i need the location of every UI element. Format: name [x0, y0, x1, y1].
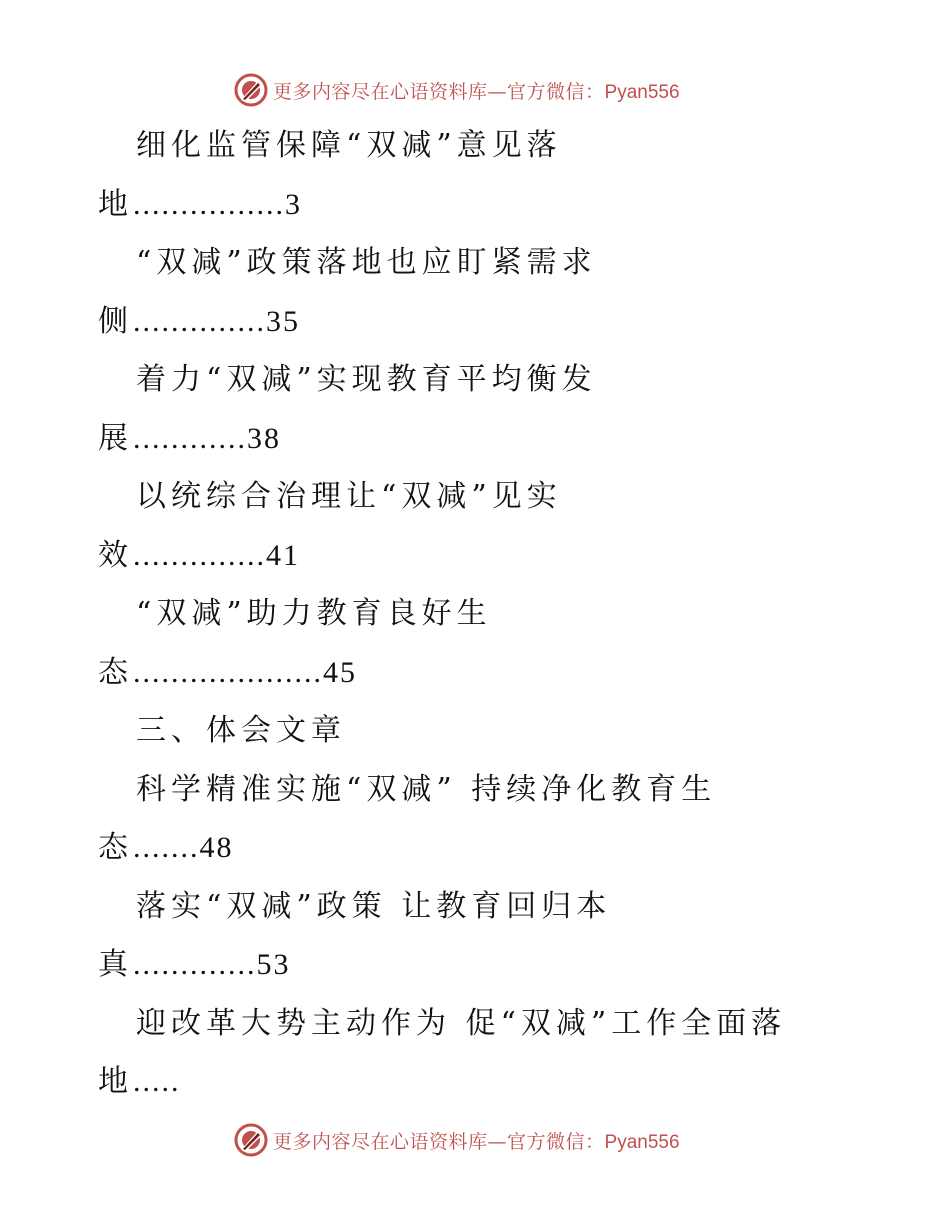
toc-text: 效	[98, 537, 133, 573]
table-of-contents	[98, 117, 918, 1112]
toc-leader-dots: .............	[133, 948, 257, 981]
toc-leader-dots: ..............	[133, 538, 266, 572]
toc-page-number: 38	[247, 421, 281, 455]
footer-banner	[233, 1120, 680, 1160]
footer-text	[273, 1127, 680, 1154]
pen-nib-circle-icon	[233, 1122, 269, 1158]
toc-text: 落实“双减”政策 让教育回归本	[136, 888, 612, 924]
toc-entry-continuation	[98, 527, 918, 586]
toc-entry-title	[98, 468, 918, 527]
toc-page-number: 45	[323, 655, 357, 689]
toc-leader-dots: .......	[133, 831, 200, 864]
toc-leader-dots: ................	[133, 187, 285, 221]
toc-page-number: 35	[266, 304, 300, 338]
toc-text: 态	[98, 830, 133, 865]
toc-text: 细化监管保障“双减”意见落	[136, 128, 562, 163]
toc-leader-dots: ....................	[133, 655, 323, 689]
footer-dash: —	[487, 1130, 508, 1153]
header-brand: 更多内容尽在心语资料库	[273, 80, 488, 103]
toc-entry-continuation	[98, 293, 918, 352]
toc-text: 以统综合治理让“双减”见实	[136, 479, 562, 514]
toc-entry-continuation	[98, 819, 918, 878]
toc-text: 地	[98, 1064, 133, 1099]
toc-entry-title	[98, 234, 918, 293]
toc-entry-title	[98, 351, 918, 410]
header-wechat-id: Pyan556	[604, 81, 680, 103]
pen-nib-circle-icon	[233, 72, 269, 108]
toc-text: 侧	[98, 303, 133, 339]
header-wechat-label: 官方微信：	[507, 80, 605, 103]
toc-text: “双减”政策落地也应盯紧需求	[136, 245, 597, 280]
footer-wechat-id: Pyan556	[604, 1131, 680, 1153]
toc-text: 态	[98, 654, 133, 690]
toc-text: “双减”助力教育良好生	[136, 596, 492, 631]
toc-entry-continuation	[98, 936, 918, 995]
toc-text: 地	[98, 186, 133, 222]
toc-entry-continuation	[98, 176, 918, 235]
toc-text: 着力“双减”实现教育平均衡发	[136, 362, 597, 397]
toc-text: 科学精准实施“双减” 持续净化教育生	[136, 771, 717, 807]
toc-page-number: 48	[199, 831, 234, 864]
toc-entry-continuation	[98, 1053, 918, 1112]
header-text	[273, 77, 680, 104]
toc-entry-title	[98, 878, 918, 937]
header-dash: —	[487, 80, 508, 103]
toc-page-number: 3	[285, 187, 302, 221]
toc-page-number: 41	[266, 538, 300, 572]
toc-text: 展	[98, 420, 133, 456]
toc-text: 真	[98, 947, 133, 982]
toc-entry-title	[98, 761, 918, 820]
toc-entry-title	[98, 702, 918, 761]
toc-page-number: 53	[256, 948, 291, 981]
toc-entry-continuation	[98, 410, 918, 469]
toc-entry-title	[98, 995, 918, 1054]
toc-leader-dots: .....	[133, 1065, 181, 1098]
header-banner	[233, 70, 680, 110]
toc-entry-title	[98, 117, 918, 176]
toc-text: 迎改革大势主动作为 促“双减”工作全面落	[136, 1005, 787, 1041]
toc-text: 三、体会文章	[136, 713, 346, 748]
footer-brand: 更多内容尽在心语资料库	[273, 1130, 488, 1153]
toc-entry-continuation	[98, 644, 918, 703]
toc-leader-dots: ..............	[133, 304, 266, 338]
toc-entry-title	[98, 585, 918, 644]
toc-leader-dots: ............	[133, 421, 247, 455]
footer-wechat-label: 官方微信：	[507, 1130, 605, 1153]
